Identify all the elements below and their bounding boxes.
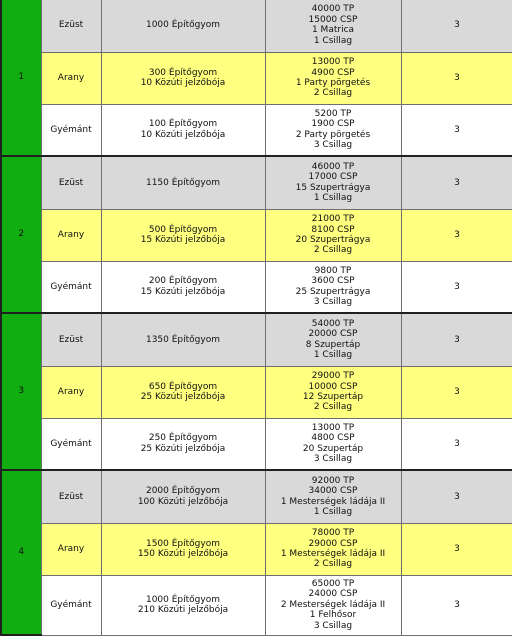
requirement-item: 500 Építőgyom [148, 224, 218, 235]
requirement-item: 1500 Építőgyom [145, 538, 220, 549]
reward-item: 8100 CSP [311, 224, 355, 235]
reward-item: 1 Felhősor [309, 610, 357, 621]
requirement-item: 25 Közúti jelzőbója [140, 392, 226, 402]
count-cell: 3 [401, 0, 512, 52]
table-row [1, 575, 512, 635]
reward-item: 2 Mesterségek ládája II [280, 599, 386, 610]
rewards-cell [265, 104, 401, 156]
reward-item: 15000 CSP [308, 14, 358, 25]
table-row [1, 0, 512, 52]
count-cell: 3 [401, 209, 512, 261]
reward-item: 1 Csillag [313, 507, 353, 518]
reward-item: 3600 CSP [311, 276, 355, 287]
reward-item: 20000 CSP [308, 329, 358, 340]
reward-item: 9800 TP [314, 265, 352, 276]
reward-item: 2 Csillag [313, 88, 353, 99]
table-row [1, 209, 512, 261]
rewards-cell [265, 366, 401, 418]
reward-item: 1 Matrica [311, 25, 355, 36]
reward-item: 3 Csillag [313, 454, 353, 465]
requirement-item: 210 Közúti jelzőbója [137, 605, 229, 615]
reward-item: 29000 CSP [308, 538, 358, 549]
reward-item: 40000 TP [311, 4, 355, 15]
rewards-cell [265, 52, 401, 104]
tier-label: Arany [41, 209, 101, 261]
rewards-cell [265, 209, 401, 261]
requirement-item: 10 Közúti jelzőbója [140, 78, 226, 88]
reward-item: 20 Szupertrágya [295, 235, 371, 245]
rewards-cell [265, 418, 401, 470]
reward-item: 20 Szupertáp [302, 443, 364, 454]
stage-number: 4 [1, 470, 41, 635]
requirement-item: 250 Építőgyom [148, 433, 218, 444]
table-row [1, 470, 512, 523]
reward-item: 3 Csillag [313, 140, 353, 151]
tier-label: Arany [41, 523, 101, 575]
count-cell: 3 [401, 313, 512, 366]
reward-item: 5200 TP [314, 108, 352, 119]
reward-item: 12 Szupertáp [302, 392, 364, 402]
reward-item: 8 Szupertáp [305, 339, 361, 350]
stage-number: 3 [1, 313, 41, 470]
requirements-cell [101, 418, 265, 470]
table-row [1, 418, 512, 470]
requirements-cell [101, 261, 265, 313]
reward-item: 1 Csillag [313, 193, 353, 204]
requirement-item: 1150 Építőgyom [145, 177, 220, 188]
reward-item: 1 Mesterségek ládája II [280, 549, 386, 559]
reward-item: 13000 TP [311, 422, 355, 433]
count-cell: 3 [401, 470, 512, 523]
reward-item: 25 Szupertrágya [295, 286, 371, 297]
reward-item: 21000 TP [311, 214, 355, 225]
rewards-cell [265, 156, 401, 209]
reward-item: 1 Party pörgetés [295, 78, 371, 88]
count-cell: 3 [401, 418, 512, 470]
reward-item: 65000 TP [311, 578, 355, 589]
tier-label: Arany [41, 366, 101, 418]
requirement-item: 1000 Építőgyom [145, 594, 220, 605]
rewards-table-body [1, 0, 512, 635]
tier-label: Ezüst [41, 313, 101, 366]
rewards-cell [265, 261, 401, 313]
reward-item: 3 Csillag [313, 297, 353, 308]
rewards-cell [265, 523, 401, 575]
requirement-item: 10 Közúti jelzőbója [140, 129, 226, 140]
reward-item: 92000 TP [311, 475, 355, 486]
table-row [1, 366, 512, 418]
requirement-item: 150 Közúti jelzőbója [137, 549, 229, 559]
tier-label: Ezüst [41, 0, 101, 52]
table-row [1, 313, 512, 366]
reward-item: 34000 CSP [308, 486, 358, 497]
reward-item: 2 Csillag [313, 245, 353, 256]
count-cell: 3 [401, 523, 512, 575]
tier-label: Gyémánt [41, 418, 101, 470]
requirements-cell [101, 52, 265, 104]
reward-item: 4800 CSP [311, 433, 355, 444]
requirements-cell [101, 209, 265, 261]
reward-item: 10000 CSP [308, 381, 358, 392]
reward-item: 15 Szupertrágya [295, 182, 371, 193]
rewards-cell [265, 313, 401, 366]
table-row [1, 523, 512, 575]
requirement-item: 2000 Építőgyom [145, 486, 220, 497]
tier-label: Gyémánt [41, 104, 101, 156]
reward-item: 78000 TP [311, 528, 355, 539]
requirements-cell [101, 575, 265, 635]
reward-item: 54000 TP [311, 318, 355, 329]
tier-label: Ezüst [41, 470, 101, 523]
tier-label: Gyémánt [41, 261, 101, 313]
reward-item: 17000 CSP [308, 172, 358, 183]
requirements-cell [101, 366, 265, 418]
table-row [1, 52, 512, 104]
requirements-cell [101, 523, 265, 575]
reward-item: 1 Csillag [313, 35, 353, 46]
stage-number: 2 [1, 156, 41, 313]
reward-item: 2 Party pörgetés [295, 129, 371, 140]
requirement-item: 200 Építőgyom [148, 276, 218, 287]
reward-item: 1900 CSP [311, 119, 355, 130]
requirement-item: 100 Közúti jelzőbója [137, 496, 229, 507]
requirements-cell [101, 156, 265, 209]
rewards-cell [265, 0, 401, 52]
reward-item: 4900 CSP [311, 67, 355, 78]
requirement-item: 15 Közúti jelzőbója [140, 286, 226, 297]
tier-label: Gyémánt [41, 575, 101, 635]
requirement-item: 100 Építőgyom [148, 119, 218, 130]
count-cell: 3 [401, 156, 512, 209]
count-cell: 3 [401, 52, 512, 104]
requirement-item: 300 Építőgyom [148, 67, 218, 78]
count-cell: 3 [401, 575, 512, 635]
reward-item: 46000 TP [311, 161, 355, 172]
requirement-item: 650 Építőgyom [148, 381, 218, 392]
table-row [1, 156, 512, 209]
reward-item: 13000 TP [311, 57, 355, 68]
count-cell: 3 [401, 104, 512, 156]
count-cell: 3 [401, 261, 512, 313]
reward-item: 24000 CSP [308, 589, 358, 600]
reward-item: 2 Csillag [313, 559, 353, 570]
reward-item: 3 Csillag [313, 620, 353, 631]
rewards-cell [265, 575, 401, 635]
requirements-cell [101, 0, 265, 52]
tier-label: Arany [41, 52, 101, 104]
stage-number: 1 [1, 0, 41, 156]
requirements-cell [101, 313, 265, 366]
reward-item: 1 Csillag [313, 350, 353, 361]
count-cell: 3 [401, 366, 512, 418]
reward-item: 2 Csillag [313, 402, 353, 413]
tier-label: Ezüst [41, 156, 101, 209]
requirements-cell [101, 104, 265, 156]
table-row [1, 104, 512, 156]
reward-item: 29000 TP [311, 371, 355, 382]
rewards-cell [265, 470, 401, 523]
requirement-item: 1000 Építőgyom [145, 20, 220, 31]
requirement-item: 15 Közúti jelzőbója [140, 235, 226, 245]
requirements-cell [101, 470, 265, 523]
requirement-item: 1350 Építőgyom [145, 334, 220, 345]
table-row [1, 261, 512, 313]
requirement-item: 25 Közúti jelzőbója [140, 443, 226, 454]
reward-item: 1 Mesterségek ládája II [280, 496, 386, 507]
